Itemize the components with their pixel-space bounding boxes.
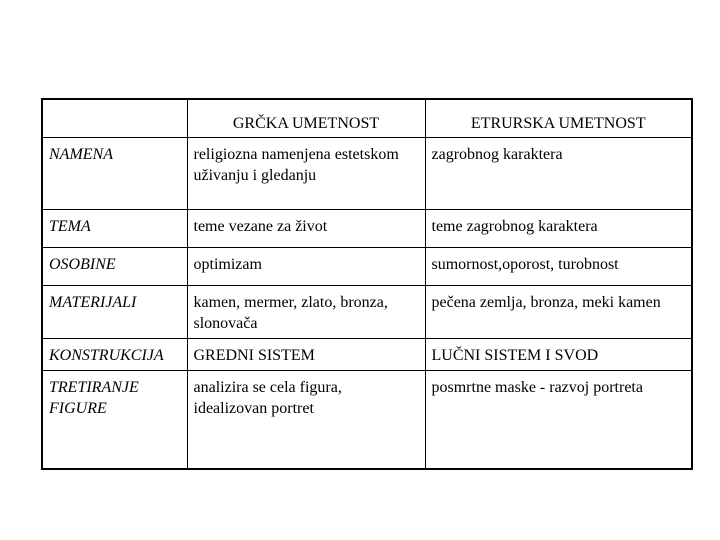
greek-cell: analizira se cela figura, idealizovan portret (187, 370, 425, 469)
etruscan-cell: LUČNI SISTEM I SVOD (425, 338, 692, 370)
etruscan-cell: sumornost,oporost, turobnost (425, 247, 692, 285)
comparison-table (41, 98, 693, 470)
etruscan-cell: posmrtne maske - razvoj portreta (425, 370, 692, 469)
row-label: OSOBINE (42, 247, 187, 285)
row-label: TRETIRANJE FIGURE (42, 370, 187, 469)
greek-cell: teme vezane za život (187, 209, 425, 247)
header-empty-cell (42, 99, 187, 137)
row-label: KONSTRUKCIJA (42, 338, 187, 370)
table-row-materijali (42, 285, 692, 338)
etruscan-cell: zagrobnog karaktera (425, 137, 692, 209)
row-label: MATERIJALI (42, 285, 187, 338)
table-row-konstrukcija (42, 338, 692, 370)
greek-cell: GREDNI SISTEM (187, 338, 425, 370)
row-label: NAMENA (42, 137, 187, 209)
table-header-row (42, 99, 692, 137)
etruscan-cell: teme zagrobnog karaktera (425, 209, 692, 247)
table-row-tretiranje-figure (42, 370, 692, 469)
comparison-table-container (41, 98, 691, 465)
greek-cell: kamen, mermer, zlato, bronza, slonovača (187, 285, 425, 338)
table-row-namena (42, 137, 692, 209)
header-etruscan-art: ETRURSKA UMETNOST (425, 99, 692, 137)
row-label: TEMA (42, 209, 187, 247)
greek-cell: optimizam (187, 247, 425, 285)
table-row-osobine (42, 247, 692, 285)
greek-cell: religiozna namenjena estetskom uživanju i gledanju (187, 137, 425, 209)
table-row-tema (42, 209, 692, 247)
etruscan-cell: pečena zemlja, bronza, meki kamen (425, 285, 692, 338)
header-greek-art: GRČKA UMETNOST (187, 99, 425, 137)
